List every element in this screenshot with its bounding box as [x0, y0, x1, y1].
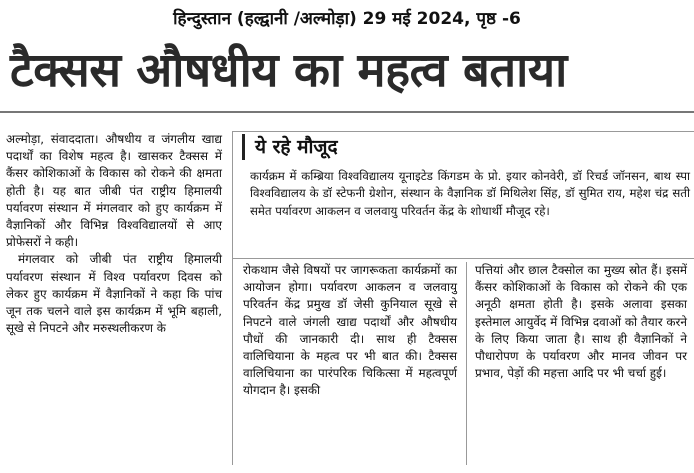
- article-paragraph: रोकथाम जैसे विषयों पर जागरूकता कार्यक्रमों का आयोजन होगा। पर्यावरण आकलन व जलवायु परिवर्तन केंद्र प्रमुख डॉ जेसी कुनियाल सूखे से निपटने वाले जंगली खाद्य पदार्थों और औषधीय पौधों की जानकारी दी। साथ ही टैक्सस वालिचियाना के महत्व पर भी बात की। टैक्सस वालिचियाना का पारंपरिक चिकित्सा में महत्वपूर्ण योगदान है। इसकी: [243, 263, 457, 398]
- attendees-box-title: ये रहे मौजूद: [242, 134, 690, 160]
- box-divider-bottom: [232, 258, 694, 259]
- article-column-1: [6, 131, 222, 337]
- article-paragraph: अल्मोड़ा, संवाददाता। औषधीय व जंगलीय खाद्य पदार्थों का विशेष महत्व है। खासकर टैक्सस में कैंसर कोशिकाओं के विकास को रोकने की क्षमता होती है। यह बात जीबी पंत राष्ट्रीय हिमालयी पर्यावरण संस्थान में मंगलवार को हुए कार्यक्रम में वैज्ञानिकों और विभिन्न विश्वविद्यालयों से आए प्रोफेसरों ने कही।: [6, 132, 222, 250]
- column-divider: [232, 131, 233, 465]
- headline-divider: [0, 111, 694, 113]
- article-headline: टैक्सस औषधीय का महत्व बताया: [10, 43, 567, 98]
- box-divider-top: [232, 131, 694, 132]
- attendees-box-body: कार्यक्रम में कम्ब्रिया विश्वविद्यालय यूनाइटेड किंगडम के प्रो. इयार कोनवेरी, डॉ रिचर्ड जॉनसन, बाथ स्पा विश्वविद्यालय के डॉ स्टेफनी ग्रेशोन, संस्थान के वैज्ञानिक डॉ मिथिलेश सिंह, डॉ सुमित राय, महेश चंद्र सती समेत पर्यावरण आकलन व जलवायु परिवर्तन केंद्र के शोधार्थी मौजूद रहे।: [250, 169, 690, 218]
- column-divider: [466, 262, 467, 465]
- article-paragraph: पत्तियां और छाल टैक्सोल का मुख्य स्रोत हैं। इसमें कैंसर कोशिकाओं के विकास को रोकने की एक अनूठी क्षमता होती है। इसके अलावा इसका इस्तेमाल आयुर्वेद में विभिन्न दवाओं को तैयार करने के लिए किया जाता है। साथ ही वैज्ञानिकों ने पौधारोपण के पर्यावरण और मानव जीवन पर प्रभाव, पेड़ों की महत्ता आदि पर भी चर्चा हुई।: [475, 263, 687, 381]
- article-paragraph: मंगलवार को जीबी पंत राष्ट्रीय हिमालयी पर्यावरण संस्थान में विश्व पर्यावरण दिवस को लेकर हुए कार्यक्रम में वैज्ञानिकों ने कहा कि पांच जून तक चलने वाले इस कार्यक्रम में भूमि बहाली, सूखे से निपटने और मरुस्थलीकरण के: [6, 252, 222, 336]
- article-column-2: [243, 262, 457, 400]
- attendees-box: [242, 134, 690, 220]
- newspaper-source-line: हिन्दुस्तान (हल्द्वानी /अल्मोड़ा) 29 मई 2024, पृष्ठ -6: [173, 9, 521, 29]
- article-column-3: [475, 262, 687, 382]
